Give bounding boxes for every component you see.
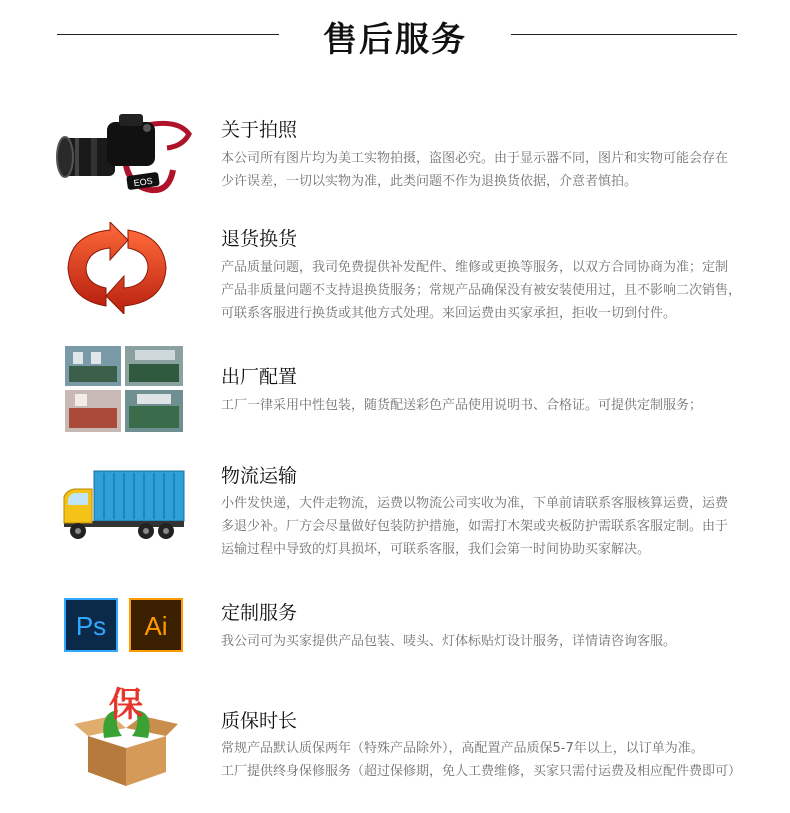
- section-returns: [0, 210, 790, 325]
- body-line: 可联系客服进行换货或其他方式处理。来回运费由买家承担，拒收一切到付件。: [221, 306, 677, 321]
- body-line: 多退少补。厂方会尽量做好包装防护措施，如需打木架或夹板防护需联系客服定制。由于: [221, 519, 729, 534]
- photoshop-icon-label: Ps: [75, 611, 107, 641]
- body-line: 运输过程中导致的灯具损坏，可联系客服，我们会第一时间协助买家解决。: [221, 542, 651, 557]
- camera-icon: [55, 108, 195, 196]
- body-line: 常规产品默认质保两年（特殊产品除外），高配置产品质保5-7年以上，以订单为准。: [221, 741, 704, 756]
- section-body: [221, 492, 769, 561]
- section-body: [221, 147, 769, 193]
- camera-strap-label: EOS: [133, 175, 154, 189]
- section-body: [221, 256, 769, 325]
- body-line: 少许误差，一切以实物为准，此类问题不作为退换货依据，介意者慎拍。: [221, 174, 638, 189]
- section-heading: 出厂配置: [221, 366, 298, 388]
- section-photography: [0, 100, 790, 200]
- section-heading: 退货换货: [221, 228, 298, 250]
- section-heading: 定制服务: [221, 602, 298, 624]
- body-line: 工厂一律采用中性包装，随货配送彩色产品使用说明书、合格证。可提供定制服务；: [221, 398, 703, 413]
- section-heading: 质保时长: [221, 710, 298, 732]
- body-line: 产品非质量问题不支持退换货服务；常规产品确保没有被安装使用过，且不影响二次销售，: [221, 283, 742, 298]
- body-line: 本公司所有图片均为美工实物拍摄，盗图必究。由于显示器不同，图片和实物可能会存在: [221, 151, 729, 166]
- body-line: 产品质量问题，我司免费提供补发配件、维修或更换等服务，以双方合同协商为准；定制: [221, 260, 729, 275]
- section-warranty: [0, 680, 790, 800]
- section-body: [221, 394, 769, 417]
- factory-photos-icon: [65, 346, 183, 432]
- body-line: 我公司可为买家提供产品包装、唛头、灯体标贴灯设计服务，详情请咨询客服。: [221, 634, 677, 649]
- header-divider-right: [511, 34, 737, 35]
- section-custom-service: [0, 590, 790, 670]
- warranty-box-icon: [70, 682, 182, 788]
- warranty-character: 保: [109, 685, 143, 725]
- section-logistics: [0, 455, 790, 565]
- illustrator-icon-label: Ai: [144, 611, 168, 641]
- section-heading: 关于拍照: [221, 119, 298, 141]
- body-line: 工厂提供终身保修服务（超过保修期，免人工费维修，买家只需付运费及相应配件费即可）: [221, 764, 742, 779]
- section-heading: 物流运输: [221, 465, 298, 487]
- body-line: 小件发快递，大件走物流，运费以物流公司实收为准，下单前请联系客服核算运费，运费: [221, 496, 729, 511]
- section-factory: [0, 340, 790, 435]
- section-body: [221, 737, 769, 783]
- page-header: [0, 0, 790, 70]
- page-title: 售后服务: [323, 20, 467, 60]
- delivery-truck-icon: [60, 467, 186, 543]
- return-exchange-arrows-icon: [62, 222, 202, 314]
- section-body: [221, 630, 769, 653]
- design-software-icon: [64, 598, 184, 652]
